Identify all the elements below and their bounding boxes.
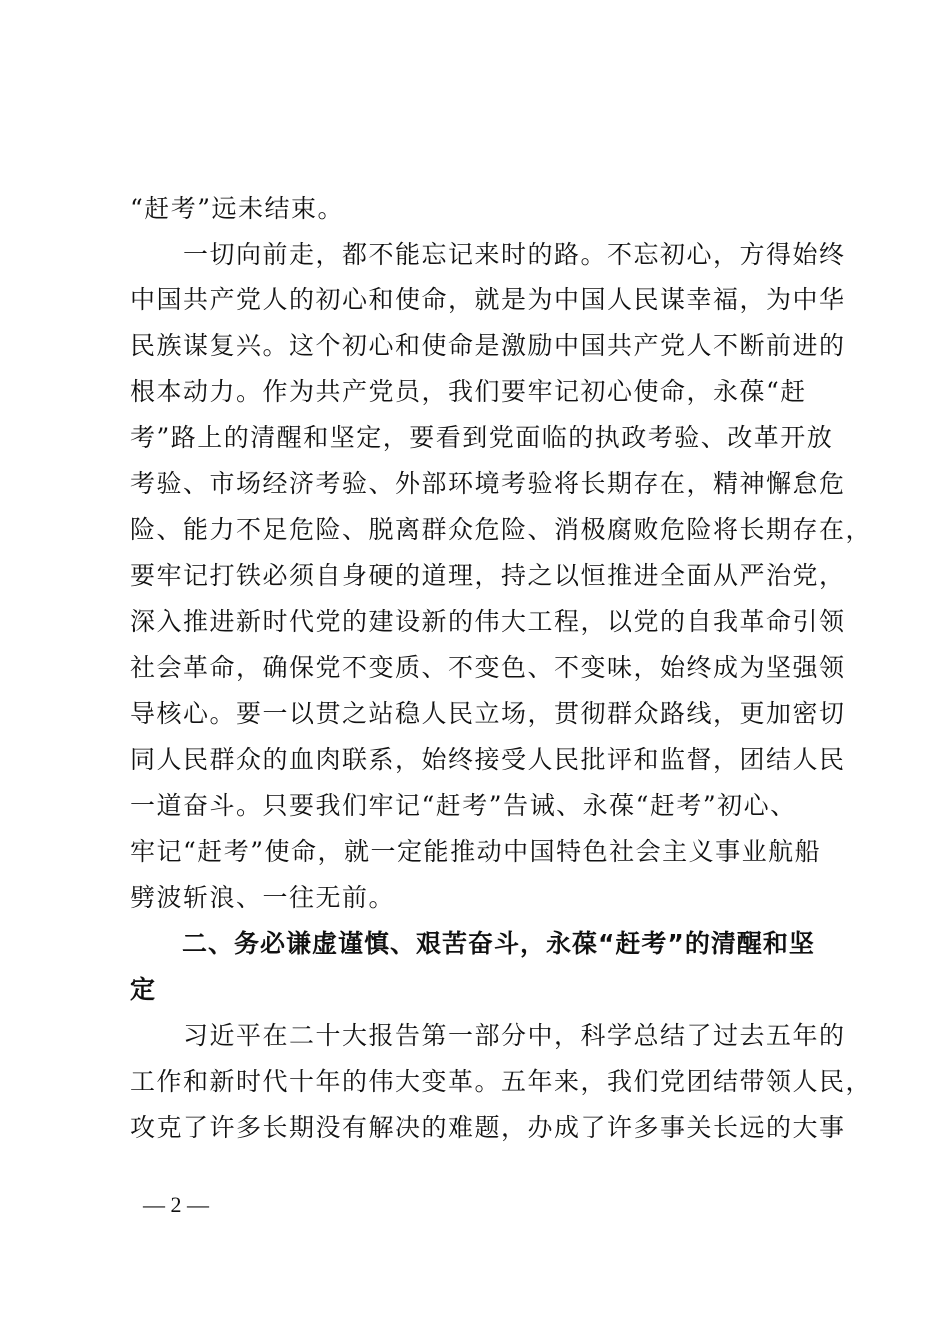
body-text-line: 一道奋斗。只要我们牢记“赶考”告诫、永葆“赶考”初心、 — [130, 791, 797, 820]
body-text-line: 工作和新时代十年的伟大变革。五年来，我们党团结带领人民， — [130, 1067, 873, 1096]
section-heading-continuation: 定 — [130, 975, 157, 1004]
body-text-line: 民族谋复兴。这个初心和使命是激励中国共产党人不断前进的 — [130, 331, 846, 360]
section-heading: 二、务必谦虚谨慎、艰苦奋斗，永葆“赶考”的清醒和坚 — [130, 929, 815, 958]
body-text-line: 中国共产党人的初心和使命，就是为中国人民谋幸福，为中华 — [130, 285, 846, 314]
body-text-line: 一切向前走，都不能忘记来时的路。不忘初心，方得始终 — [130, 240, 846, 269]
page-number: — 2 — — [143, 1192, 209, 1217]
body-text-line: 牢记“赶考”使命，就一定能推动中国特色社会主义事业航船 — [130, 837, 822, 866]
body-text-line: 同人民群众的血肉联系，始终接受人民批评和监督，团结人民 — [130, 745, 846, 774]
body-text-line: 考验、市场经济考验、外部环境考验将长期存在，精神懈怠危 — [130, 469, 846, 498]
body-text-line: 劈波斩浪、一往无前。 — [130, 883, 396, 912]
body-text-line: 攻克了许多长期没有解决的难题，办成了许多事关长远的大事 — [130, 1113, 846, 1142]
body-text-line: 要牢记打铁必须自身硬的道理，持之以恒推进全面从严治党， — [130, 561, 846, 590]
body-text-line: “赶考”远未结束。 — [130, 194, 345, 223]
body-text-line: 习近平在二十大报告第一部分中，科学总结了过去五年的 — [130, 1021, 846, 1050]
body-text-line: 险、能力不足危险、脱离群众危险、消极腐败危险将长期存在， — [130, 515, 873, 544]
body-text-line: 根本动力。作为共产党员，我们要牢记初心使命，永葆“赶 — [130, 377, 807, 406]
body-text-line: 考”路上的清醒和坚定，要看到党面临的执政考验、改革开放 — [130, 423, 834, 452]
body-text-line: 社会革命，确保党不变质、不变色、不变味，始终成为坚强领 — [130, 653, 846, 682]
body-text-line: 深入推进新时代党的建设新的伟大工程，以党的自我革命引领 — [130, 607, 846, 636]
body-text-line: 导核心。要一以贯之站稳人民立场，贯彻群众路线，更加密切 — [130, 699, 846, 728]
